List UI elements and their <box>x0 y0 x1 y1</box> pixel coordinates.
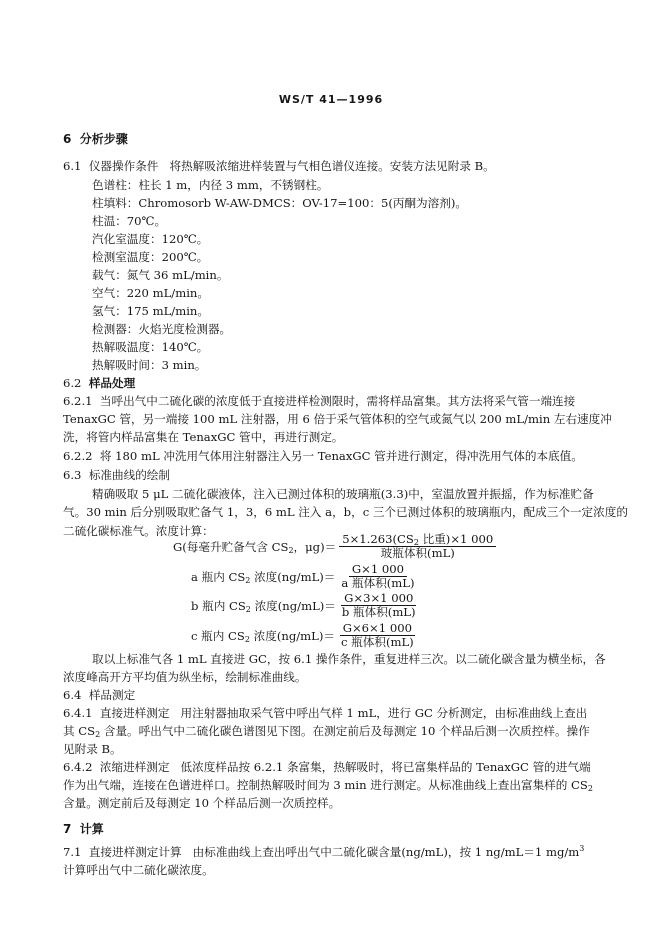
param-detector-temp: 检测室温度：200℃。 <box>92 250 209 264</box>
formula-bottle-c <box>191 622 417 649</box>
formula-lhs: a 瓶内 $CS_2$ 浓度(ng/mL)＝ <box>191 569 336 585</box>
param-column: 色谱柱：柱长 1 m，内径 3 mm，不锈钢柱。 <box>92 178 329 192</box>
section-6-heading <box>63 132 128 146</box>
section-6-3-line-2: 气。30 min 后分别吸取贮备气 1，3，6 mL 注入 a，b，c 三个已测过体积的玻璃瓶内，配成三个一定浓度的 <box>63 505 628 519</box>
formula-lhs: b 瓶内 $CS_2$ 浓度(ng/mL)＝ <box>191 598 336 614</box>
section-title: 样品处理 <box>88 376 136 390</box>
section-6-4-2-line-3: 含量。测定前后及每测定 10 个样品后测一次质控样。 <box>63 796 341 810</box>
section-title: 分析步骤 <box>79 132 128 146</box>
section-number: 6 <box>63 132 72 146</box>
formula-bottle-b <box>191 592 419 619</box>
param-detector: 检测器：火焰光度检测器。 <box>92 322 232 336</box>
paragraph-text: 由标准曲线上查出呼出气中二硫化碳含量(ng/mL)，按 1 ng/mL＝1 mg/m <box>192 845 580 859</box>
section-6-4-1-line-1 <box>63 706 587 720</box>
section-6-4-1-line-2: 其 $CS_2$ 含量。呼出气中二硫化碳色谱图见下图。在测定前后及每测定 10 个样品后测一次质控样。操作 <box>63 724 590 739</box>
section-6-4-2-line-1 <box>63 760 591 774</box>
section-6-3-after-line-1: 取以上标准气各 1 mL 直接进 GC，按 6.1 操作条件，重复进样三次。以二硫化碳含量为横坐标，各 <box>92 652 606 666</box>
section-6-2-heading <box>63 376 135 390</box>
section-number: 6.4 <box>63 688 82 702</box>
section-7-heading <box>63 822 104 836</box>
formula-numerator: G×6×1 000 <box>340 622 415 636</box>
section-number: 6.4.1 <box>63 706 93 720</box>
section-6-3-after-line-2: 浓度峰高开方平均值为纵坐标，绘制标准曲线。 <box>63 670 307 684</box>
section-7-1-line-2: 计算呼出气中二硫化碳浓度。 <box>63 863 214 877</box>
section-6-3-heading <box>63 468 170 482</box>
paragraph-text: 当呼出气中二硫化碳的浓度低于直接进样检测限时，需将样品富集。其方法将采气管一端连接 <box>99 394 576 408</box>
section-title: 浓缩进样测定 <box>99 760 170 774</box>
section-6-1-paragraph <box>63 159 495 173</box>
formula-numerator: $5\times 1.263(CS_2$ 比重)×1 000 <box>339 533 496 547</box>
section-6-2-2-paragraph <box>63 449 583 463</box>
formula-stock-concentration <box>173 533 496 560</box>
paragraph-text: 低浓度样品按 6.2.1 条富集，热解吸时，将已富集样品的 TenaxGC 管的进气端 <box>180 760 591 774</box>
formula-numerator: G×3×1 000 <box>341 592 416 606</box>
param-packing: 柱填料：Chromosorb W-AW-DMCS：OV-17=100：5(丙酮为溶剂)。 <box>92 196 467 210</box>
section-6-2-1-line-3: 洗，将管内样品富集在 TenaxGC 管中，再进行测定。 <box>63 430 344 444</box>
section-6-4-2-line-2: 作为出气端，连接在色谱进样口。控制热解吸时间为 3 min 进行测定。从标准曲线上查出富集样的 $CS_2$ <box>63 778 593 793</box>
section-7-1-line-1: 7.1 直接进样测定计算 由标准曲线上查出呼出气中二硫化碳含量(ng/mL)，按 1 ng/mL＝1 $mg/m^3$ <box>63 844 585 859</box>
section-title: 标准曲线的绘制 <box>88 468 170 482</box>
section-title: 直接进样测定计算 <box>88 845 182 859</box>
formula-denominator: a 瓶体积(mL) <box>341 576 415 590</box>
param-vaporizer-temp: 汽化室温度：120℃。 <box>92 232 209 246</box>
section-6-3-line-1: 精确吸取 5 μL 二硫化碳液体，注入已测过体积的玻璃瓶(3.3)中，室温放置并振摇，作为标准贮备 <box>92 487 594 501</box>
section-6-4-1-line-3: 见附录 B。 <box>63 742 122 756</box>
param-desorption-temp: 热解吸温度：140℃。 <box>92 340 209 354</box>
section-6-3-line-3: 二硫化碳标准气。浓度计算： <box>63 524 214 538</box>
formula-numerator: G×1 000 <box>349 563 407 577</box>
param-desorption-time: 热解吸时间：3 min。 <box>92 358 207 372</box>
paragraph-text: 将 180 mL 冲洗用气体用注射器注入另一 TenaxGC 管并进行测定，得冲洗用气体的本底值。 <box>99 449 583 463</box>
section-6-2-1-line-1 <box>63 394 575 408</box>
section-number: 6.2.1 <box>63 394 93 408</box>
formula-lhs: c 瓶内 $CS_2$ 浓度(ng/mL)＝ <box>191 628 335 644</box>
formula-denominator: b 瓶体积(mL) <box>341 605 416 619</box>
paragraph-text: 用注射器抽取采气管中呼出气样 1 mL，进行 GC 分析测定，由标准曲线上查出 <box>180 706 588 720</box>
formula-lhs: G(每毫升贮备气含 $CS_2$，μg)＝ <box>173 539 337 555</box>
formula-denominator: 玻瓶体积(mL) <box>380 546 455 560</box>
section-number: 6.3 <box>63 468 82 482</box>
formula-bottle-a <box>191 563 418 590</box>
section-number: 6.4.2 <box>63 760 93 774</box>
section-6-4-heading <box>63 688 135 702</box>
formula-fraction <box>338 563 417 590</box>
param-hydrogen: 氢气：175 mL/min。 <box>92 304 209 318</box>
section-number: 6.2.2 <box>63 449 93 463</box>
section-title: 样品测定 <box>88 688 136 702</box>
paragraph-text: 将热解吸浓缩进样装置与气相色谱仪连接。安装方法见附录 B。 <box>169 159 495 173</box>
page-header: WS/T 41—1996 <box>278 93 384 106</box>
section-number: 6.2 <box>63 376 82 390</box>
formula-fraction <box>339 592 419 619</box>
section-title: 仪器操作条件 <box>88 159 159 173</box>
section-title: 计算 <box>79 822 104 836</box>
section-6-2-1-line-2: TenaxGC 管，另一端接 100 mL 注射器，用 6 倍于采气管体积的空气或氮气以 200 mL/min 左右速度冲 <box>63 412 612 426</box>
section-title: 直接进样测定 <box>99 706 170 720</box>
section-number: 7.1 <box>63 845 82 859</box>
param-column-temp: 柱温：70℃。 <box>92 214 167 228</box>
param-carrier-gas: 载气：氮气 36 mL/min。 <box>92 268 229 282</box>
formula-fraction <box>338 622 417 649</box>
formula-denominator: c 瓶体积(mL) <box>340 635 414 649</box>
param-air: 空气：220 mL/min。 <box>92 286 209 300</box>
section-number: 6.1 <box>63 159 82 173</box>
formula-fraction <box>339 533 496 560</box>
section-number: 7 <box>63 822 72 836</box>
